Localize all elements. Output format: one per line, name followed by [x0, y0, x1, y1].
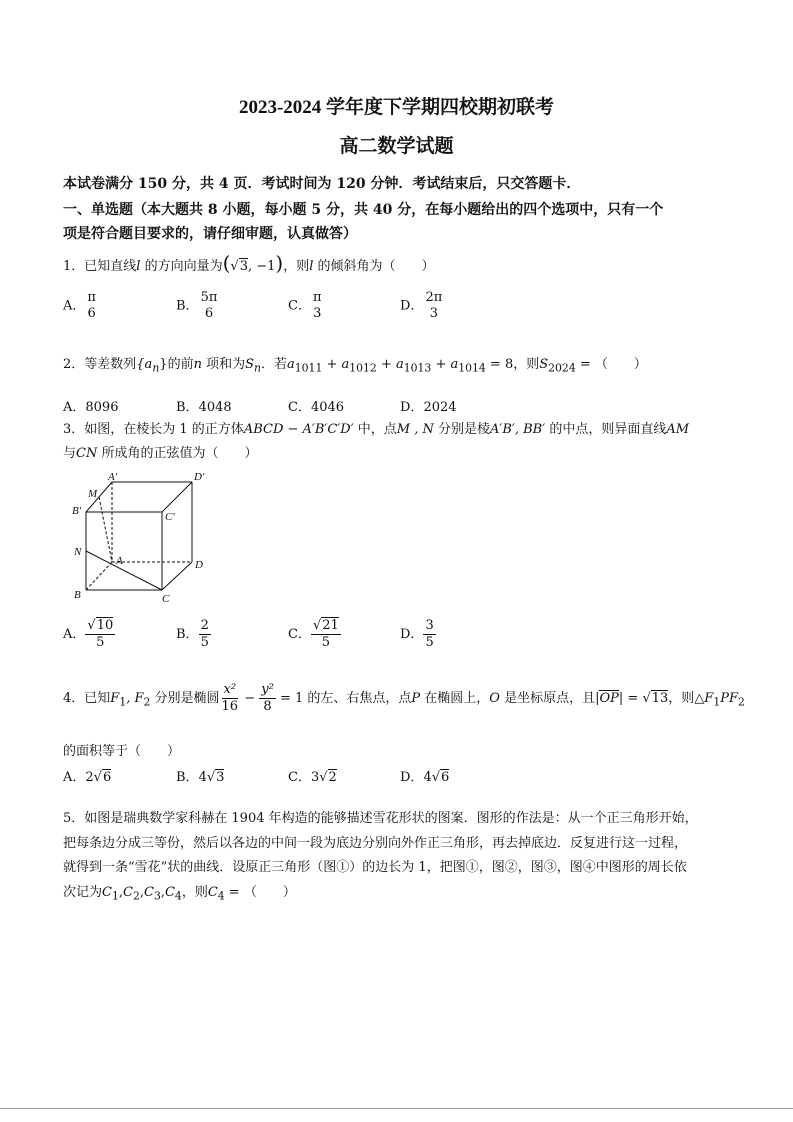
- option-label: B．: [176, 400, 199, 415]
- numerator: 5π: [200, 290, 218, 305]
- q1-option-a[interactable]: [63, 290, 98, 322]
- q4-mid2: 的左、右焦点，点: [303, 691, 412, 706]
- denominator: 5: [425, 635, 434, 650]
- q3-option-c[interactable]: [288, 618, 341, 651]
- q3-edges: A′B′, BB′: [490, 422, 546, 437]
- denominator: 16: [221, 699, 239, 714]
- q2-mid3: ．若: [261, 357, 288, 372]
- radicand: 21: [322, 618, 339, 633]
- option-value: 4048: [198, 400, 232, 415]
- numerator: 2: [200, 618, 209, 633]
- q1-vec-rest: , −1: [247, 259, 276, 274]
- q5-c: C: [123, 885, 133, 900]
- q4-o: O: [489, 691, 500, 706]
- question-4-line2: 的面积等于（ ）: [63, 744, 181, 759]
- q4-t2: 2: [738, 695, 745, 709]
- option-radicand: 2: [328, 770, 337, 785]
- radicand: 10: [96, 618, 114, 633]
- segment-cn: [86, 551, 162, 590]
- q4-f2-sub: 2: [143, 695, 151, 709]
- option-label: C．: [288, 298, 311, 314]
- q2-post: = （ ）: [575, 357, 647, 372]
- q4-mid5: ，则: [668, 691, 695, 706]
- question-1-stem: 1．已知直线l 的方向向量为(√3, −1)，则l 的倾斜角为（ ）: [63, 251, 435, 275]
- option-label: D．: [400, 627, 424, 642]
- q1-option-c[interactable]: [288, 290, 324, 322]
- option-label: A．: [63, 770, 86, 785]
- q5-c1: 1: [111, 889, 119, 903]
- denominator: 5: [321, 635, 331, 650]
- q1-var-l2: l: [309, 259, 314, 274]
- q3-line2-pre: 与: [63, 446, 77, 461]
- fraction: [423, 290, 444, 322]
- q3-post: 的中点，则异面直线: [545, 422, 667, 437]
- question-5-line2: 把每条边分成三等份，然后以各边的中间一段为底边分别向外作正三角形，再去掉底边．反复进行这一过程，: [63, 836, 688, 851]
- q2-var-n: n: [193, 357, 202, 372]
- q3-line2-post: 所成角的正弦值为（ ）: [97, 446, 258, 461]
- q2-option-c[interactable]: [288, 396, 344, 415]
- question-2-stem: [63, 353, 647, 375]
- label-d: D: [195, 559, 203, 571]
- option-radicand: 3: [216, 770, 225, 785]
- q2-s2024: S: [539, 357, 549, 372]
- q2-mid4: ，则: [513, 357, 540, 372]
- q4-eq2: =: [623, 691, 643, 706]
- q2-option-d[interactable]: [400, 396, 457, 415]
- fraction: [423, 618, 435, 651]
- q1-vec-sqrt: 3: [239, 259, 248, 274]
- option-label: B．: [176, 770, 199, 785]
- denominator: 3: [313, 306, 322, 321]
- q4-option-d[interactable]: D．4√6: [400, 770, 450, 785]
- q2-sub2: 1012: [349, 361, 377, 375]
- label-a1: A′: [108, 471, 118, 483]
- q2-plus1: + a: [322, 357, 350, 372]
- q2-expr: a: [287, 357, 295, 372]
- q4-op-vector: OP: [599, 691, 619, 706]
- q3-mid2: 分别是棱: [433, 422, 491, 437]
- q5-post: = （ ）: [224, 885, 296, 900]
- denominator: 3: [429, 306, 438, 321]
- q2-s2024-sub: 2024: [548, 361, 576, 375]
- q2-sub1: 1011: [294, 361, 323, 375]
- exam-subtitle: 高二数学试题: [339, 136, 454, 157]
- numerator: √10: [87, 618, 114, 633]
- q2-sub3: 1013: [403, 361, 432, 375]
- q2-plus2: + a: [376, 357, 404, 372]
- label-c1: C′: [165, 511, 175, 523]
- exam-title: 2023-2024 学年度下学期四校期初联考: [238, 97, 555, 118]
- numerator: 3: [425, 618, 434, 633]
- q1-option-b[interactable]: [176, 290, 219, 322]
- option-label: D．: [400, 770, 424, 785]
- option-label: D．: [400, 298, 424, 314]
- q2-mid2: 项和为: [201, 357, 246, 372]
- question-3-line2: [63, 442, 257, 461]
- q1-post1: ，则: [283, 259, 310, 274]
- fraction: [311, 618, 341, 651]
- q4-mid1: 分别是椭圆: [150, 691, 220, 706]
- q2-seq: {a: [136, 357, 153, 372]
- option-label: B．: [176, 298, 199, 314]
- q5-cq-sub: 4: [217, 889, 225, 903]
- q2-option-a[interactable]: [63, 396, 118, 415]
- option-value: 2024: [423, 400, 457, 415]
- q2-seq-close: }: [159, 357, 168, 372]
- q2-plus3: + a: [431, 357, 459, 372]
- question-5-line4: 次记为$C_1,C_2,C_3,C_4$，则$C_4$ = （ ）: [63, 885, 296, 903]
- q1-post2: 的倾斜角为（ ）: [313, 259, 435, 274]
- option-coef: 4: [198, 770, 207, 785]
- fraction: [199, 618, 211, 651]
- option-label: C．: [288, 770, 311, 785]
- question-4-line1: 4．已知$F_1$, $F_2$ 分别是椭圆 $\frac{\text{x²}}{16}$ − $\frac{\text{y²}}{8}$ = 1 的左、右焦点，点P 在椭圆上，O 是坐标原点，且|OP| = √13，则$\triangle F_1PF_2$: [63, 682, 745, 714]
- q4-option-b[interactable]: B．4√3: [176, 770, 225, 785]
- segment-am: [99, 497, 112, 562]
- q4-f1-sub: 1: [119, 695, 127, 709]
- fraction: [85, 290, 98, 322]
- q2-pre: 2．等差数列: [63, 357, 137, 372]
- numerator: x²: [223, 682, 237, 697]
- q1-pre: 1．已知直线: [63, 259, 137, 274]
- question-5-line1: 5．如图是瑞典数学家科赫在 1904 年构造的能够描述雪花形状的图案．图形的作法是：从一个正三角形开始，: [63, 811, 698, 826]
- option-radicand: 6: [441, 770, 450, 785]
- q5-c3: 3: [153, 889, 161, 903]
- q2-seq-sub: n: [152, 361, 160, 375]
- q1-vec-close: ): [275, 251, 284, 275]
- q4-mid3: 在椭圆上，: [420, 691, 490, 706]
- option-value: 4046: [310, 400, 345, 415]
- edge-c1d1: [162, 482, 192, 512]
- fraction: [85, 618, 115, 651]
- q3-am: AM: [666, 422, 690, 437]
- option-label: D．: [400, 400, 424, 415]
- q3-cn: CN: [76, 446, 98, 461]
- q4-option-c[interactable]: C．3√2: [288, 770, 337, 785]
- section-heading-2: 项是符合题目要求的，请仔细审题，认真做答）: [63, 226, 357, 242]
- option-label: C．: [288, 400, 311, 415]
- option-coef: 2: [85, 770, 94, 785]
- q5-c4: 4: [174, 889, 182, 903]
- numerator: π: [87, 290, 96, 305]
- q2-sum-sub: n: [254, 361, 261, 375]
- q1-mid: 的方向向量为: [140, 259, 223, 274]
- denominator: 5: [96, 635, 105, 650]
- q4-option-a[interactable]: A．2√6: [63, 770, 112, 785]
- q5-cq: C: [207, 885, 218, 900]
- q4-mid4: 是坐标原点，且: [499, 691, 596, 706]
- option-value: 8096: [85, 400, 119, 415]
- fraction-x2-16: [220, 682, 241, 715]
- q2-sub4: 1014: [458, 361, 486, 375]
- cube-figure: [66, 468, 216, 608]
- edge-ba: [86, 562, 112, 590]
- q4-minus: −: [240, 691, 260, 706]
- option-coef: 3: [310, 770, 320, 785]
- denominator: 8: [263, 699, 272, 714]
- numerator: y²: [261, 682, 274, 697]
- q4-tri: △F: [694, 691, 714, 706]
- q4-sqrt13: 13: [651, 691, 669, 706]
- label-n: N: [74, 546, 82, 558]
- q2-mid1: 的前: [167, 357, 194, 372]
- denominator: 5: [200, 635, 209, 650]
- q5-c: C: [164, 885, 175, 900]
- fraction: [311, 290, 324, 322]
- q3-mid: 中，点: [353, 422, 397, 437]
- label-a: A: [116, 555, 123, 567]
- q4-pre: 4．已知: [63, 691, 111, 706]
- q3-cube: ABCD − A′B′C′D′: [243, 422, 354, 437]
- q4-t1: 1: [713, 695, 721, 709]
- numerator: π: [312, 290, 322, 305]
- q3-pre: 3．如图，在棱长为 1 的正方体: [63, 422, 244, 437]
- numerator: 2π: [425, 290, 443, 305]
- q2-eq: = 8: [485, 357, 514, 372]
- q2-sum: S: [245, 357, 255, 372]
- q5-c: C: [143, 885, 154, 900]
- option-label: B．: [176, 627, 199, 642]
- section-heading-1: 一、单选题（本大题共 8 小题，每小题 5 分，共 40 分，在每小题给出的四个选项中，只有一个: [63, 202, 664, 218]
- q4-f2: , F: [126, 691, 144, 706]
- denominator: 6: [204, 306, 214, 321]
- q5-c2: 2: [132, 889, 140, 903]
- q5-mid: ，则: [181, 885, 208, 900]
- q3-option-a[interactable]: [63, 618, 115, 651]
- option-label: A．: [63, 298, 86, 314]
- q4-eq1: = 1: [275, 691, 304, 706]
- page-bottom-rule: [0, 1108, 793, 1109]
- option-label: A．: [63, 400, 86, 415]
- q1-option-d[interactable]: [400, 290, 444, 322]
- q2-option-b[interactable]: [176, 396, 232, 415]
- label-b1: B′: [72, 505, 82, 517]
- question-3-line1: [63, 418, 689, 437]
- q4-tp: PF: [720, 691, 739, 706]
- fraction-y2-8: [259, 682, 276, 715]
- denominator: 6: [87, 306, 96, 321]
- edge-cd: [162, 562, 192, 590]
- label-c: C: [162, 593, 170, 605]
- option-coef: 4: [423, 770, 432, 785]
- q4-p: P: [411, 691, 421, 706]
- label-d1: D′: [194, 471, 205, 483]
- instructions: 本试卷满分 150 分，共 4 页．考试时间为 120 分钟．考试结束后，只交答题卡．: [63, 176, 581, 192]
- option-radicand: 6: [102, 770, 112, 785]
- label-b: B: [74, 589, 81, 601]
- fraction: [199, 290, 220, 322]
- q3-option-b[interactable]: [176, 618, 211, 651]
- numerator: √21: [312, 618, 339, 633]
- option-label: A．: [63, 627, 86, 642]
- q5-pre: 次记为: [63, 885, 103, 900]
- q3-option-d[interactable]: [400, 618, 436, 651]
- question-5-line3: 就得到一条“雪花”状的曲线．设原正三角形（图①）的边长为 1，把图①，图②，图③，图④中图形的周长依: [63, 860, 687, 875]
- option-label: C．: [288, 627, 311, 642]
- q5-c: C: [102, 885, 112, 900]
- q4-f: F: [110, 691, 120, 706]
- q1-vec-open: (: [222, 251, 231, 275]
- label-m: M: [88, 488, 98, 500]
- q3-points: M , N: [396, 422, 434, 437]
- q1-var-l: l: [136, 259, 141, 274]
